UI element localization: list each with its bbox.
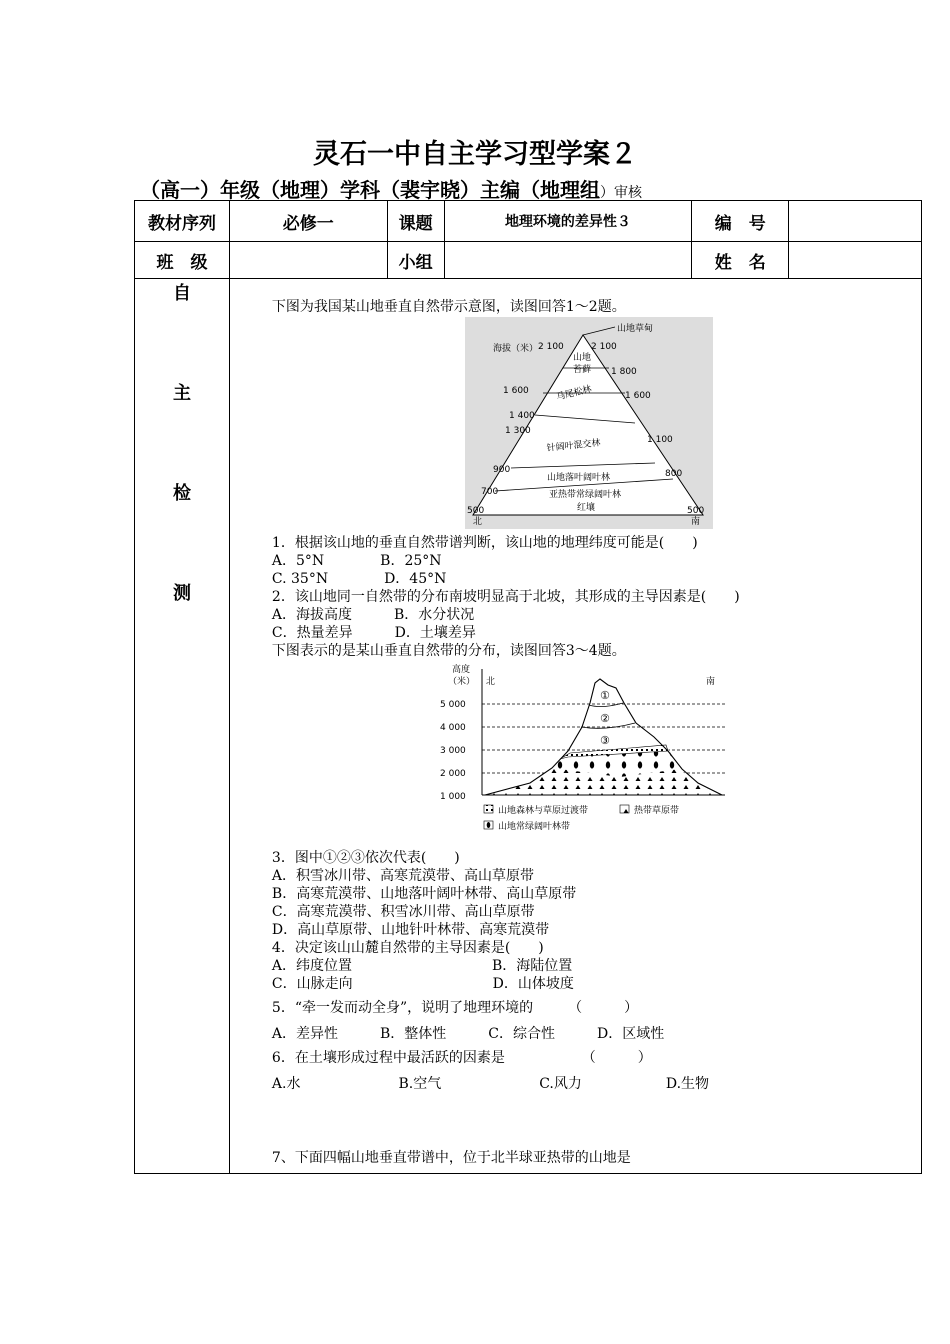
legend-label: 山地森林与草原过渡带	[497, 806, 588, 816]
subtitle	[140, 174, 642, 203]
question-5: 5．“牵一发而动全身”，说明了地理环境的 （ ）	[271, 1000, 639, 1016]
value-topic: 地理环境的差异性３	[444, 201, 692, 242]
question-3: 3．图中①②③依次代表( )	[271, 850, 460, 866]
zone-label: 山地	[572, 353, 591, 363]
q4-options-ab: A．纬度位置 B．海陆位置	[271, 958, 573, 974]
label-south: 南	[690, 517, 700, 527]
value-group[interactable]	[444, 242, 692, 279]
content-row	[135, 279, 922, 1174]
question-7: 7、下面四幅山地垂直带谱中，位于北半球亚热带的山地是	[271, 1150, 631, 1166]
label-meadow: 山地草甸	[616, 324, 653, 334]
zone-label: 苔藓	[572, 365, 591, 375]
q5-options: A．差异性 B．整体性 C．综合性 D．区域性	[271, 1026, 665, 1042]
section-char: 自	[172, 283, 191, 304]
question-1: 1．根据该山地的垂直自然带谱判断，该山地的地理纬度可能是( )	[271, 535, 698, 551]
zone-mark: ②	[599, 712, 610, 725]
zone-mark: ③	[599, 734, 610, 747]
alt-right: 800	[664, 469, 683, 479]
legend-label: 热带草原带	[633, 806, 679, 816]
page-title: 灵石一中自主学习型学案２	[313, 139, 637, 170]
value-number[interactable]	[789, 201, 922, 242]
alt-left: 1 300	[504, 426, 531, 436]
worksheet-table	[134, 200, 922, 1174]
alt-left: 1 400	[508, 411, 535, 421]
alt-right: 500	[686, 506, 705, 516]
alt-right: 2 100	[590, 342, 617, 352]
zone-label: 亚热带常绿阔叶林	[548, 490, 621, 500]
q2-options-ab: A．海拔高度 B．水分状况	[271, 607, 475, 623]
section-char: 检	[172, 483, 191, 504]
section-char: 测	[172, 583, 191, 604]
value-class[interactable]	[229, 242, 387, 279]
header-row-1	[135, 201, 922, 242]
intro-text-1: 下图为我国某山地垂直自然带示意图，读图回答1～2题。	[271, 299, 626, 315]
legend-label: 山地常绿阔叶林带	[497, 822, 570, 832]
label-name: 姓 名	[692, 242, 789, 279]
label-topic: 课题	[387, 201, 444, 242]
alt-right: 1 800	[610, 367, 637, 377]
header-row-2	[135, 242, 922, 279]
section-label	[135, 279, 230, 1174]
q1-options-ab: A．5°N B．25°N	[271, 553, 442, 569]
label-group: 小组	[387, 242, 444, 279]
question-4: 4．决定该山山麓自然带的主导因素是( )	[271, 940, 544, 956]
label-class: 班 级	[135, 242, 230, 279]
ylabel: 高度	[451, 665, 470, 675]
intro-text-2: 下图表示的是某山垂直自然带的分布，读图回答3～4题。	[271, 643, 626, 659]
q4-options-cd: C．山脉走向 D．山体坡度	[271, 976, 574, 992]
q1-options-cd: C. 35°N D．45°N	[271, 571, 447, 587]
q2-options-cd: C．热量差异 D．土壤差异	[271, 625, 476, 641]
ytick: 1 000	[439, 792, 466, 802]
alt-right: 1 100	[646, 435, 673, 445]
alt-right: 1 600	[624, 391, 651, 401]
label-south: 南	[705, 677, 715, 687]
zone-label: 针阔叶混交林	[546, 438, 601, 454]
zone-mark: ①	[599, 689, 610, 702]
alt-left: 900	[492, 465, 511, 475]
label-number: 编 号	[692, 201, 789, 242]
ytick: 5 000	[439, 700, 466, 710]
zone-label: 山地落叶阔叶林	[546, 473, 610, 483]
subtitle-small: ）审核	[600, 185, 642, 201]
axis-label: 海拔（米）	[492, 344, 538, 354]
ytick: 2 000	[439, 769, 466, 779]
ylabel: （米）	[447, 677, 475, 687]
label-north: 北	[485, 677, 495, 687]
alt-left: 1 600	[502, 386, 529, 396]
section-char: 主	[172, 383, 191, 404]
q3-option-d: D．高山草原带、山地针叶林带、高寒荒漠带	[271, 922, 550, 938]
ytick: 4 000	[439, 723, 466, 733]
alt-left: 2 100	[537, 342, 564, 352]
alt-left: 500	[466, 506, 485, 516]
q6-options: A.水 B.空气 C.风力 D.生物	[271, 1076, 710, 1092]
q3-option-b: B．高寒荒漠带、山地落叶阔叶林带、高山草原带	[271, 886, 577, 902]
zone-label: 红壤	[576, 503, 595, 513]
figure-vertical-zonation-1	[465, 317, 713, 529]
label-north: 北	[472, 517, 482, 527]
q3-option-c: C．高寒荒漠带、积雪冰川带、高山草原带	[271, 904, 535, 920]
subtitle-main: （高一）年级（地理）学科（裴宇晓）主编（地理组	[140, 178, 600, 202]
ytick: 3 000	[439, 746, 466, 756]
figure-vertical-zonation-2	[440, 663, 730, 841]
alt-left: 700	[480, 487, 499, 497]
q3-option-a: A．积雪冰川带、高寒荒漠带、高山草原带	[271, 868, 535, 884]
question-2: 2．该山地同一自然带的分布南坡明显高于北坡，其形成的主导因素是( )	[271, 589, 740, 605]
questions-area	[229, 279, 921, 1174]
zone-label: 马尾松林	[555, 384, 593, 403]
value-sequence: 必修一	[229, 201, 387, 242]
question-6: 6．在土壤形成过程中最活跃的因素是 （ ）	[271, 1050, 652, 1066]
value-name[interactable]	[789, 242, 922, 279]
label-sequence: 教材序列	[135, 201, 230, 242]
